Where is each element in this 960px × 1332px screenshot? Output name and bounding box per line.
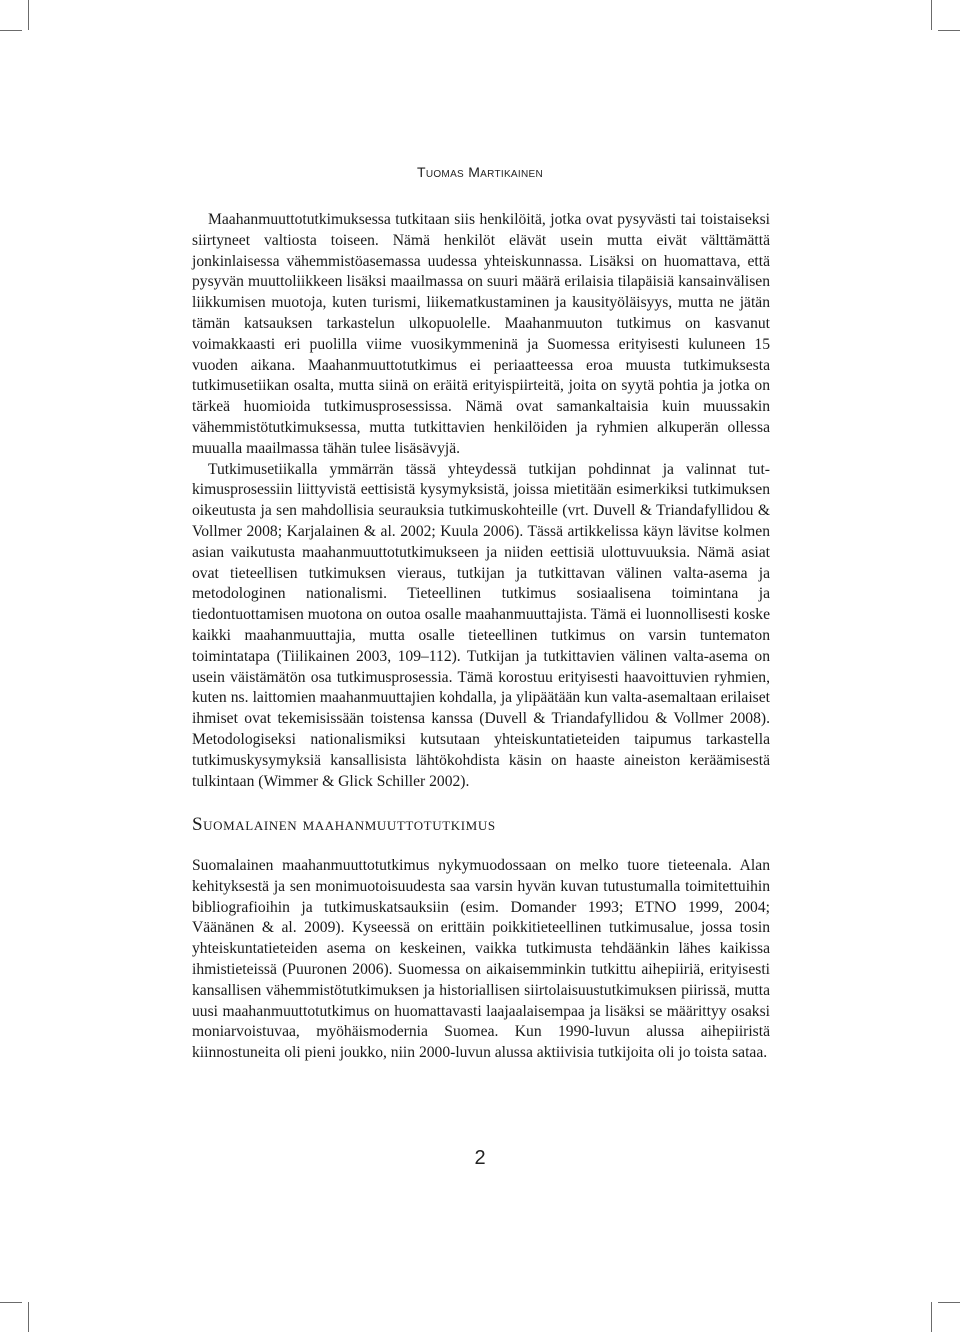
page-number: 2 xyxy=(474,1147,486,1169)
crop-mark-bottom-left xyxy=(28,1302,29,1332)
paragraph: Maahanmuuttotutkimuksessa tutkitaan siis henkilöitä, jotka ovat pysyvästi tai toistaiseksi siirtyneet valtiosta toiseen. Nämä henkilöt elävät usein mutta eivät välttämättä jonkinlaisessa vähemmistöasemassa uudessa yhteiskunnassa. Lisäksi on huomattava, että pysyvän muuttoliikkeen lisäksi maailmassa on suuri määrä erilaisia tilapäisiä kansainvälisen liikkumisen muotoja, kuten turismi, liikematkustaminen ja kausityöläisyys, mutta ne jätän tämän katsauksen tarkastelun ulkopuolelle. Maahanmuuton tutkimus on kasvanut voimakkaasti eri puolilla viime vuosikymmeninä ja Suomessa erityisesti kuluneen 15 vuoden aikana. Maahanmuuttotutkimus ei periaatteessa eroa muusta tutkimuksesta tutkimusetiikan osalta, mutta siinä on eräitä erityispiirteitä, joita on syytä pohtia ja jotka on tärkeä huomioida tutkimusprosessissa. Nämä ovat samankaltaisia kuin muussakin vähemmistötutkimuksessa, mutta tutkittavien henkilöiden ja ryhmien alkuperän ollessa muualla maailmassa tähän tulee lisäsävyjä. xyxy=(192,211,770,457)
crop-mark-top-left-h xyxy=(0,30,22,31)
crop-mark-bottom-right-h xyxy=(938,1302,960,1303)
crop-mark-top-right-h xyxy=(938,30,960,31)
section-heading: Suomalainen maahanmuuttotutkimus xyxy=(192,814,496,835)
crop-mark-top-right xyxy=(931,0,932,30)
crop-mark-bottom-left-h xyxy=(0,1302,22,1303)
paragraph: Tutkimusetiikalla ymmärrän tässä yhteydessä tutkijan pohdinnat ja valinnat tutkimusprosessiin liittyvistä eettisistä kysymyksistä, joissa mietitään esimerkiksi tutkimuksen oikeutusta ja sen mahdollisia seurauksia tutkimuskohteille (vrt. Duvell & Triandafyllidou & Vollmer 2008; Karjalainen & al. 2002; Kuula 2006). Tässä artikkelissa käyn lävitse kolmen asian vaikutusta maahanmuuttotutkimukseen ja niiden eettisiä ulottuvuuksia. Nämä asiat ovat tieteellisen tutkimuksen vieraus, tutkijan ja tutkittavan välinen valta-asema ja metodologinen nationalismi. Tieteellinen tutkimus sosiaalisena toimintana ja tiedontuottamisen muotona on outoa osalle maahanmuuttajista. Tämä ei luonnollisesti koske kaikki maahanmuuttajia, mutta osalle tieteellinen tutkimus on varsin tuntematon toimintatapa (Tiilikainen 2003, 109–112). Tutkijan ja tutkittavien välinen valta-asema on usein väistämätön osa tutkimusprosessia. Tämä korostuu erityisesti haavoittuvien ryhmien, kuten ns. laittomien maahanmuuttajien kohdalla, ja ylipäätään kun valta-asemaltaan erilaiset ihmiset ovat tekemisissään toistensa kanssa (Duvell & Triandafyllidou & Vollmer 2008). Metodologiseksi nationalismiksi kutsutaan yhteiskuntatieteiden taipumus tarkastella tutkimuskysymyksiä kansallisista lähtökohdista käsin on haaste aineiston keräämisestä tulkintaan (Wimmer & Glick Schiller 2002). xyxy=(192,460,770,790)
crop-mark-top-left xyxy=(28,0,29,30)
running-head: Tuomas Martikainen xyxy=(416,164,543,180)
body-text xyxy=(192,210,770,792)
paragraph: Suomalainen maahanmuuttotutkimus nykymuodossaan on melko tuore tieteenala. Alan kehityksestä ja sen monimuotoisuudesta saa varsin hyvän kuvan tutustumalla toimitettuihin bibliografioihin ja tutkimuskatsauksiin (esim. Domander 1993; ETNO 1999, 2004; Väänänen & al. 2009). Kyseessä on erittäin poikkitieteellinen tutkimusalue, jossa tosin yhteiskuntatieteiden asema on keskeinen, vaikka tutkimusta tehdäänkin lähes kaikissa ihmistieteissä (Puuronen 2006). Suomessa on aikaisemminkin tutkittu aihepiiriä, erityisesti kansallisen vähemmistötutkimuksen ja historiallisen siirtolaisuustutkimuksen piirissä, mutta uusi maahanmuuttotutkimus on huomattavasti laajaalaisempaa ja lisäksi se määrittyy osaksi moniarvoistuvaa, myöhäismodernia Suomea. Kun 1990-luvun alussa aihepiiristä kiinnostuneita oli pieni joukko, niin 2000-luvun alussa aktiivisia tutkijoita oli jo toista sataa. xyxy=(192,857,770,1062)
section-body-text xyxy=(192,856,770,1064)
crop-mark-bottom-right xyxy=(931,1302,932,1332)
